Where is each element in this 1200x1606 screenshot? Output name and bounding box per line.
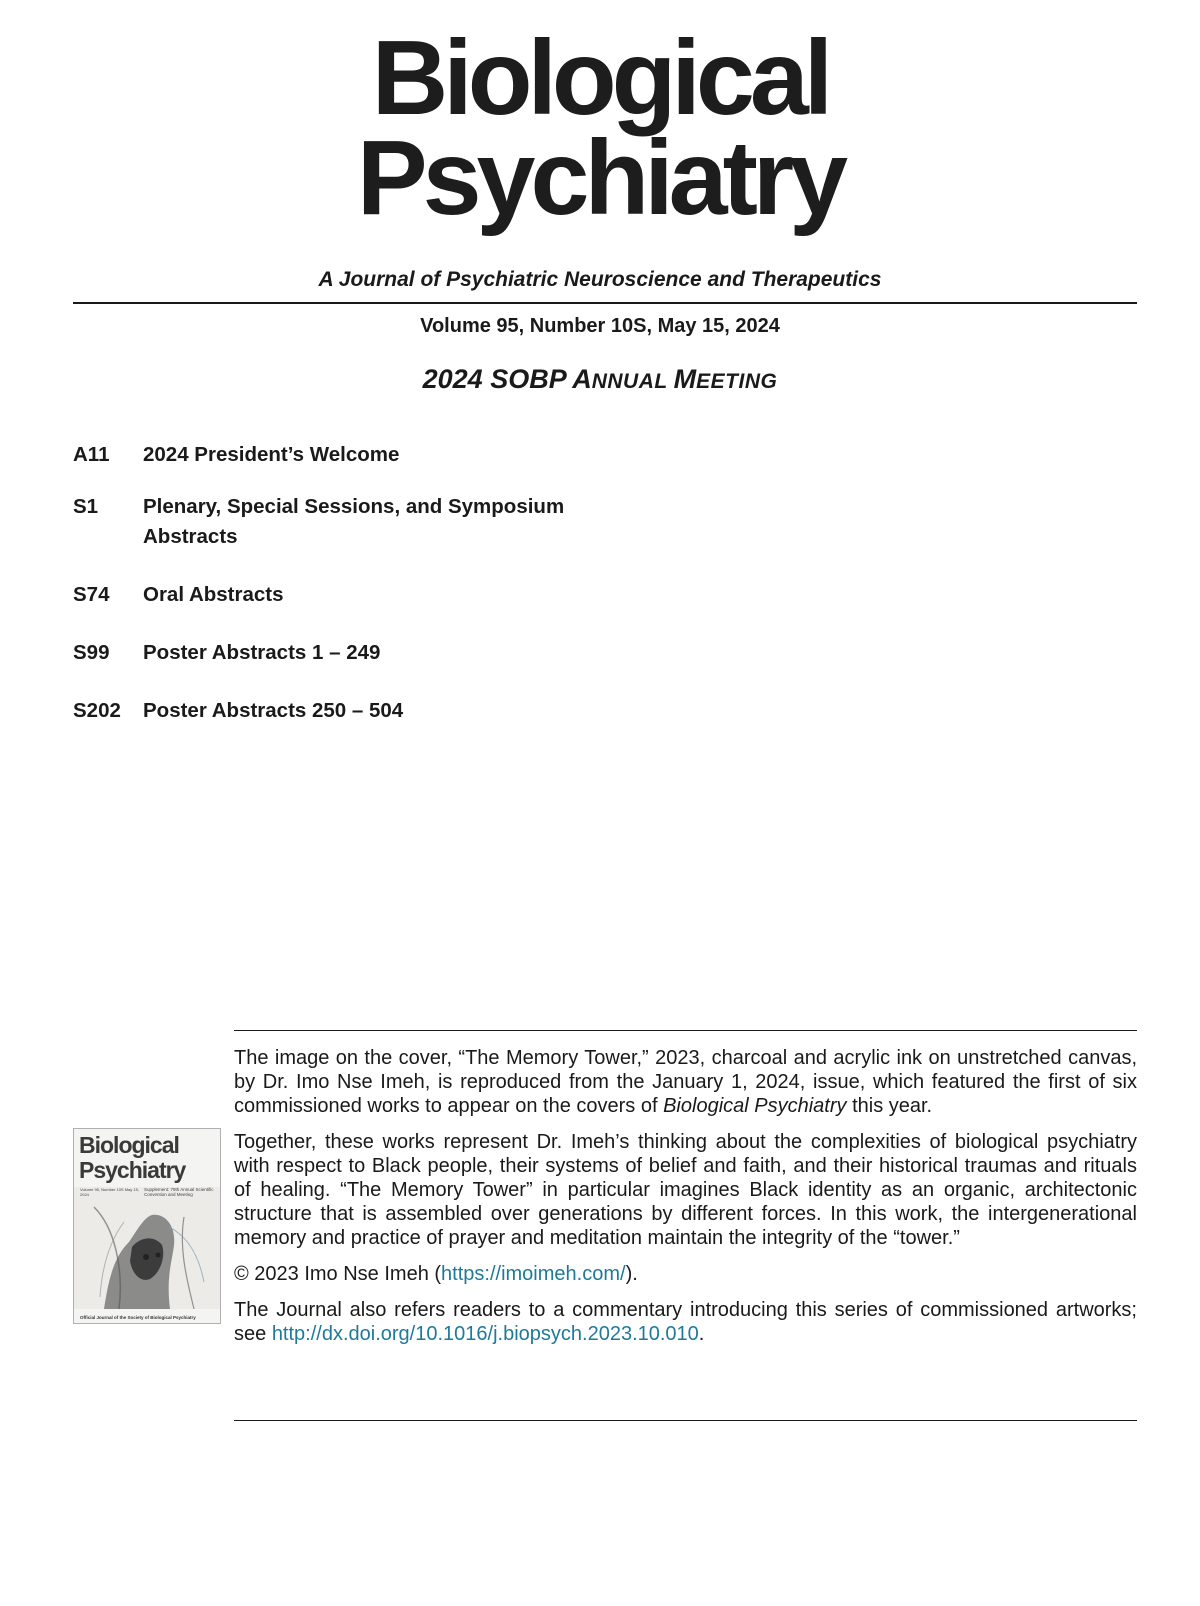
copyright-suffix: ). — [625, 1263, 638, 1285]
toc-page-number: S1 — [73, 495, 99, 518]
credits-bottom-divider — [234, 1420, 1137, 1421]
journal-title-line2: Psychiatry — [356, 119, 844, 237]
credits-p1-italic: Biological Psychiatry — [663, 1095, 847, 1117]
meeting-m-rest: EETING — [696, 370, 778, 393]
doi-link[interactable]: http://dx.doi.org/10.1016/j.biopsych.2023.10.010 — [271, 1323, 699, 1345]
thumbnail-title — [79, 1133, 217, 1183]
cover-credits — [234, 1046, 1137, 1358]
credits-paragraph-2: Together, these works represent Dr. Imeh’s thinking about the complexities of biological psychiatry with respect to Black people, their systems of belief and faith, and their historical traumas and rituals of healing. “The Memory Tower” in particular imagines Black identity as an organic, architectonic structure that is assembled over generations by different forces. In this work, the intergenerational memory and practice of prayer and meditation maintain the integrity of the “tower.” — [234, 1131, 1137, 1249]
commentary-prefix: The Journal also refers readers to a commentary introducing this series of commissioned artworks; see — [234, 1299, 1137, 1345]
copyright-prefix: © 2023 Imo Nse Imeh ( — [234, 1263, 442, 1285]
meeting-m-cap: M — [673, 364, 697, 394]
meeting-heading — [0, 364, 1200, 395]
toc-page-number: A11 — [73, 443, 110, 466]
volume-info: Volume 95, Number 10S, May 15, 2024 — [420, 315, 780, 337]
thumbnail-title-line2: Psychiatry — [79, 1157, 186, 1183]
toc-title — [143, 492, 683, 552]
journal-title-line1: Biological — [371, 19, 829, 137]
toc-page-number: S202 — [73, 699, 121, 722]
toc-title-line1: Plenary, Special Sessions, and Symposium — [143, 495, 565, 518]
thumbnail-meta: Volume 95, Number 10S May 15, 2024 — [80, 1187, 139, 1197]
toc-title-line2: Abstracts — [143, 525, 238, 548]
artist-website-link[interactable]: https://imoimeh.com/ — [441, 1263, 626, 1285]
thumbnail-title-line1: Biological — [79, 1132, 179, 1158]
toc-title: 2024 President’s Welcome — [143, 443, 400, 466]
commentary-suffix: . — [698, 1323, 705, 1345]
credits-p1-end: this year. — [846, 1095, 933, 1117]
cover-thumbnail — [73, 1128, 221, 1324]
credits-paragraph-4 — [234, 1298, 1137, 1346]
meeting-a-cap: A — [572, 364, 592, 394]
toc-title: Oral Abstracts — [143, 583, 284, 606]
credits-p1-text: The image on the cover, “The Memory Tower,” 2023, charcoal and acrylic ink on unstretched canvas, by Dr. Imo Nse Imeh, is reproduced from the January 1, 2024, issue, which featured the first of six commissioned works to appear on the covers of — [234, 1047, 1137, 1117]
meeting-year-org: 2024 SOBP — [422, 364, 573, 394]
cover-artwork — [74, 1187, 220, 1309]
credits-paragraph-1 — [234, 1046, 1137, 1118]
thumbnail-footer: Official Journal of the Society of Biological Psychiatry — [80, 1315, 196, 1320]
toc-title: Poster Abstracts 1 – 249 — [143, 641, 381, 664]
thumbnail-supplement: Supplement: 79th Annual Scientific Convention and Meeting — [144, 1187, 214, 1197]
journal-masthead — [0, 19, 1200, 237]
toc-page-number: S99 — [73, 641, 110, 664]
meeting-a-rest: NNUAL — [591, 370, 674, 393]
toc-page-number: S74 — [73, 583, 110, 606]
toc-title: Poster Abstracts 250 – 504 — [143, 699, 404, 722]
journal-subtitle: A Journal of Psychiatric Neuroscience and Therapeutics — [318, 268, 882, 291]
top-divider — [73, 302, 1137, 304]
credits-paragraph-3 — [234, 1262, 1137, 1286]
credits-top-divider — [234, 1030, 1137, 1031]
